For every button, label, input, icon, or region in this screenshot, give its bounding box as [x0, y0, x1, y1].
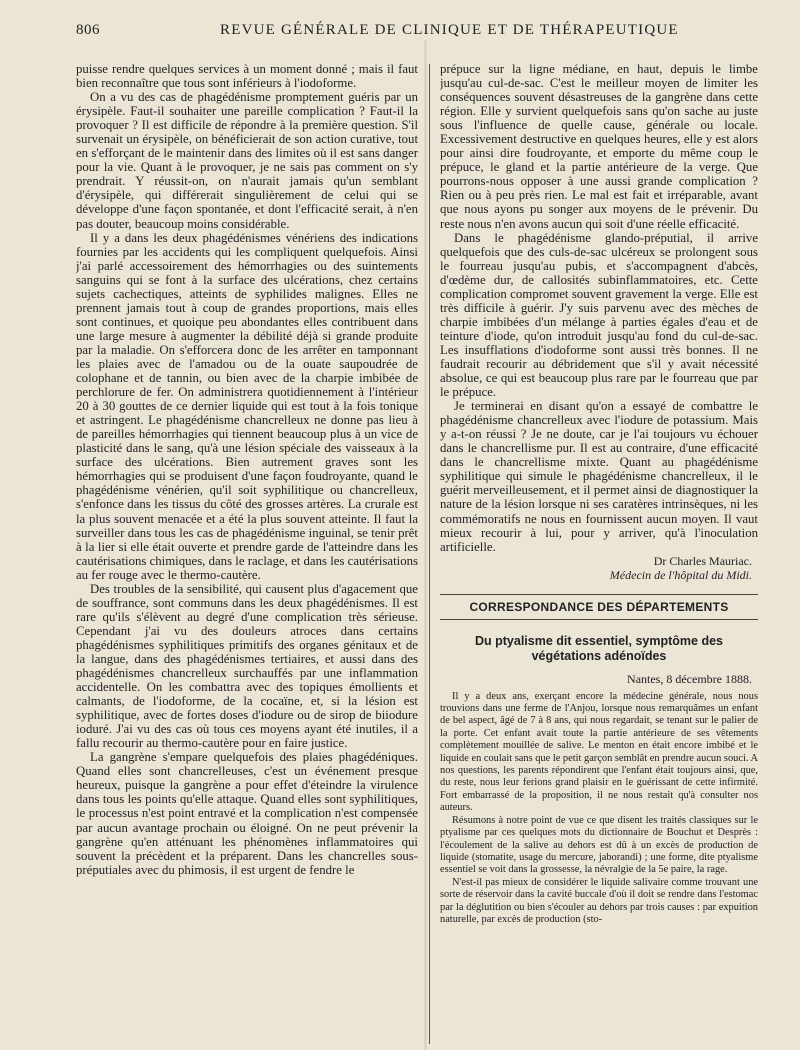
body-paragraph: La gangrène s'empare quelquefois des plaies phagédéniques. Quand elles sont chancrelleuses, c'est un événement presque heureux, puisque la gangrène a pour effet d'éteindre la virulence dans tous les points qu'elle attaque. Quand elles sont syphilitiques, le processus n'est point entravé et la complication n'est compensée par aucun avantage prochain ou éloigné. On ne peut prévenir la gangrène qu'en atténuant les phénomènes inflammatoires qui souvent la précèdent et la préparent. Dans les chancrelles sous-préputiales avec du phimosis, il est urgent de fendre le	[76, 750, 418, 877]
article-paragraph: Résumons à notre point de vue ce que disent les traités classiques sur le ptyalisme par ces quelques mots du dictionnaire de Bouchut et Desprès : l'écoulement de la salive au dehors est dû à un excès de production de liquide (stomatite, usage du mercure, jaborandi) ; une forme, dite ptyalisme essentiel se voit dans la grossesse, la névralgie de la 5e paire, la rage.	[440, 814, 758, 876]
running-head	[0, 22, 800, 44]
section-divider	[440, 594, 758, 595]
article-paragraph: N'est-il pas mieux de considérer le liquide salivaire comme trouvant une sorte de réservoir dans la cavité buccale d'où il doit se rendre dans l'estomac par la déglutition ou bien s'écouler au dehors par trois causes : par expuition naturelle, par excès de production (sto-	[440, 876, 758, 925]
page-fold-shadow	[424, 40, 427, 1050]
section-divider	[440, 619, 758, 620]
author-signature: Dr Charles Mauriac.	[653, 553, 752, 568]
author-affiliation: Médecin de l'hôpital du Midi.	[609, 567, 752, 582]
section-title: CORRESPONDANCE DES DÉPARTEMENTS	[469, 599, 729, 614]
body-paragraph: prépuce sur la ligne médiane, en haut, depuis le limbe jusqu'au cul-de-sac. C'est le meilleur moyen de limiter les conséquences souvent désastreuses de la gangrène dans cette région. Elle y survient quelquefois sans qu'on sache au juste sous l'influence de quelle cause, générale ou locale. Excessivement destructive en quelques heures, elle y est alors pour ainsi dire foudroyante, et emporte du même coup le prépuce, le gland et la partie antérieure de la verge. Que pourrons-nous opposer à une aussi grande complication ? Rien ou à peu près rien. Le mal est fait et irréparable, avant que nous ayons pu songer aux moyens de le prévenir. Du reste nous n'en avons aucun qui soit d'une réelle efficacité.	[440, 62, 758, 231]
body-paragraph: Je terminerai en disant qu'on a essayé de combattre le phagédénisme chancrelleux avec l'iodure de potassium. Mais y a-t-on réussi ? Je ne doute, car je l'ai toujours vu échouer dans le chancrellisme pur. Il est au contraire, d'une efficacité dans le chancrellisme mixte. Quant au phagédénisme syphilitique qui simule le phagédénisme chancrelleux, il le guérit merveilleusement, et il permet ainsi de diagnostiquer la nature de la lésion lorsque ni ses caratères intrinsèques, ni les commémoratifs ne nous en fournissent aucun moyen. Il vaut mieux recourir à lui, pour y arriver, qu'à l'inoculation artificielle.	[440, 399, 758, 554]
body-paragraph: Des troubles de la sensibilité, qui causent plus d'agacement que de souffrance, sont communs dans les deux phagédénismes. Il est rare qu'ils s'élèvent au degré d'une complication très sérieuse. Cependant j'ai vu des douleurs atroces dans certains phagédénismes syphilitiques primitifs des organes génitaux et de la langue, dans des phagédénismes tertiaires, et aussi dans des phagédénismes chancrelleux surchauffés par une inflammation accidentelle. On les combattra avec des topiques émollients et calmants, de l'iodoforme, de la cocaïne, et, si la lésion est syphilitique, avec de fortes doses d'iodure ou de sirop de biiodure ioduré. J'ai vu des cas où tous ces moyens ayant été inutiles, il a fallu recourir au thermo-cautère pour en faire justice.	[76, 581, 418, 751]
body-paragraph: puisse rendre quelques services à un moment donné ; mais il faut bien reconnaître que tous sont inférieurs à l'iodoforme.	[76, 62, 418, 91]
dateline: Nantes, 8 décembre 1888.	[627, 671, 752, 686]
body-paragraph: Il y a dans les deux phagédénismes vénériens des indications fournies par les accidents qui les compliquent quelquefois. Ainsi j'ai parlé accessoirement des hémorrhagies ou des suintements sanguins qui se font à la surface des ulcérations, chez certains sujets cachectiques, atteints de syphilides malignes. Elles ne prennent jamais tout à coup de grandes proportions, mais elles sont continues, et quoique peu abondantes elles contribuent dans une large mesure à augmenter la débilité déjà si grande produite par la maladie. On s'efforcera donc de les arrêter en tamponnant les plaies avec de l'amadou ou de la ouate saupoudrée de colophane et de tannin, ou bien avec de la charpie imbibée de perchlorure de fer. On administrera quotidiennement à l'intérieur 20 à 30 gouttes de ce dernier liquide qui est tout à la fois tonique et astringent. Le phagédénisme chancrelleux ne donne pas lieu à de pareilles hémorrhagies qui tiennent beaucoup plus à un vice de plasticité dans le sang, qu'à une lésion spéciale des vaisseaux à la surface des ulcérations. Bien autrement graves sont les hémorrhagies qui se produisent d'une façon foudroyante, quand le phagédénisme vénérien, qu'il soit syphilitique ou chancrelleux, s'enfonce dans les tissus du côté des grosses artères. La crurale est la plus souvent menacée et a été la plus souvent atteinte. Il faut la surveiller dans tous les cas de phagédénisme inguinal, se tenir prêt à la lier si elle était ouverte et prendre garde de l'atteindre dans les cautérisations chimiques, dans le raclage, et dans les cautérisations au fer rouge avec le thermo-cautère.	[76, 230, 418, 582]
column-divider	[429, 64, 430, 1044]
journal-title: REVUE GÉNÉRALE DE CLINIQUE ET DE THÉRAPEUTIQUE	[220, 22, 679, 38]
page-number: 806	[76, 22, 100, 38]
body-paragraph: On a vu des cas de phagédénisme promptement guéris par un érysipèle. Faut-il souhaiter une pareille complication ? Faut-il la provoquer ? Il est difficile de répondre à la première question. S'il survenait un érysipèle, on bénéficierait de son action curative, tout en s'efforçant de le maintenir dans des limites où il est sans danger pour la vie. Quant à le provoquer, je ne sais pas comment on s'y prendrait. Y réussit-on, on n'aurait jamais qu'un semblant d'érysipèle, qui différerait singulièrement de celui qui se développe d'une façon spontanée, et dont l'efficacité serait, à n'en pas douter, beaucoup moins considérable.	[76, 90, 418, 231]
article-paragraph: Il y a deux ans, exerçant encore la médecine générale, nous nous trouvions dans une ferme de l'Anjou, lorsque nous remarquâmes un enfant de bel aspect, âgé de 7 à 8 ans, qui nous regardait, se tenant sur le palier de la porte. Cet enfant avait toute la partie antérieure de ses vêtements complètement mouillée de salive. Le menton en était encore imbibé et le liquide en coulait sans que le petit garçon semblât en prendre aucun souci. A nos questions, les parents répondirent que l'enfant était toujours ainsi, que, du reste, nous leur ferions grand plaisir en le guérissant de cette infirmité. Fort embarrassé de la proposition, il ne nous restait qu'à consulter nos auteurs.	[440, 690, 758, 814]
body-paragraph: Dans le phagédénisme glando-préputial, il arrive quelquefois que des culs-de-sac ulcéreux se prolongent sous le fourreau jusqu'au pubis, et s'accompagnent d'abcès, d'œdème dur, de callosités subinflammatoires, etc. Cette complication compromet souvent gravement la verge. Elle est très difficile à guérir. J'y suis parvenu avec des mèches de charpie imbibées d'un mélange à parties égales d'eau et de teinture d'iode, qu'on introduit jusqu'au fond du cul-de-sac. Les insufflations d'iodoforme sont aussi très bonnes. Il ne faudrait recourir au débridement que s'il y avait nécessité absolue, ce qui est beaucoup plus rare par le fourreau que par le prépuce.	[440, 230, 758, 400]
left-column	[76, 62, 418, 1047]
right-column	[440, 62, 758, 1047]
article-title: Du ptyalisme dit essentiel, symptôme des végétations adénoïdes	[475, 633, 723, 663]
